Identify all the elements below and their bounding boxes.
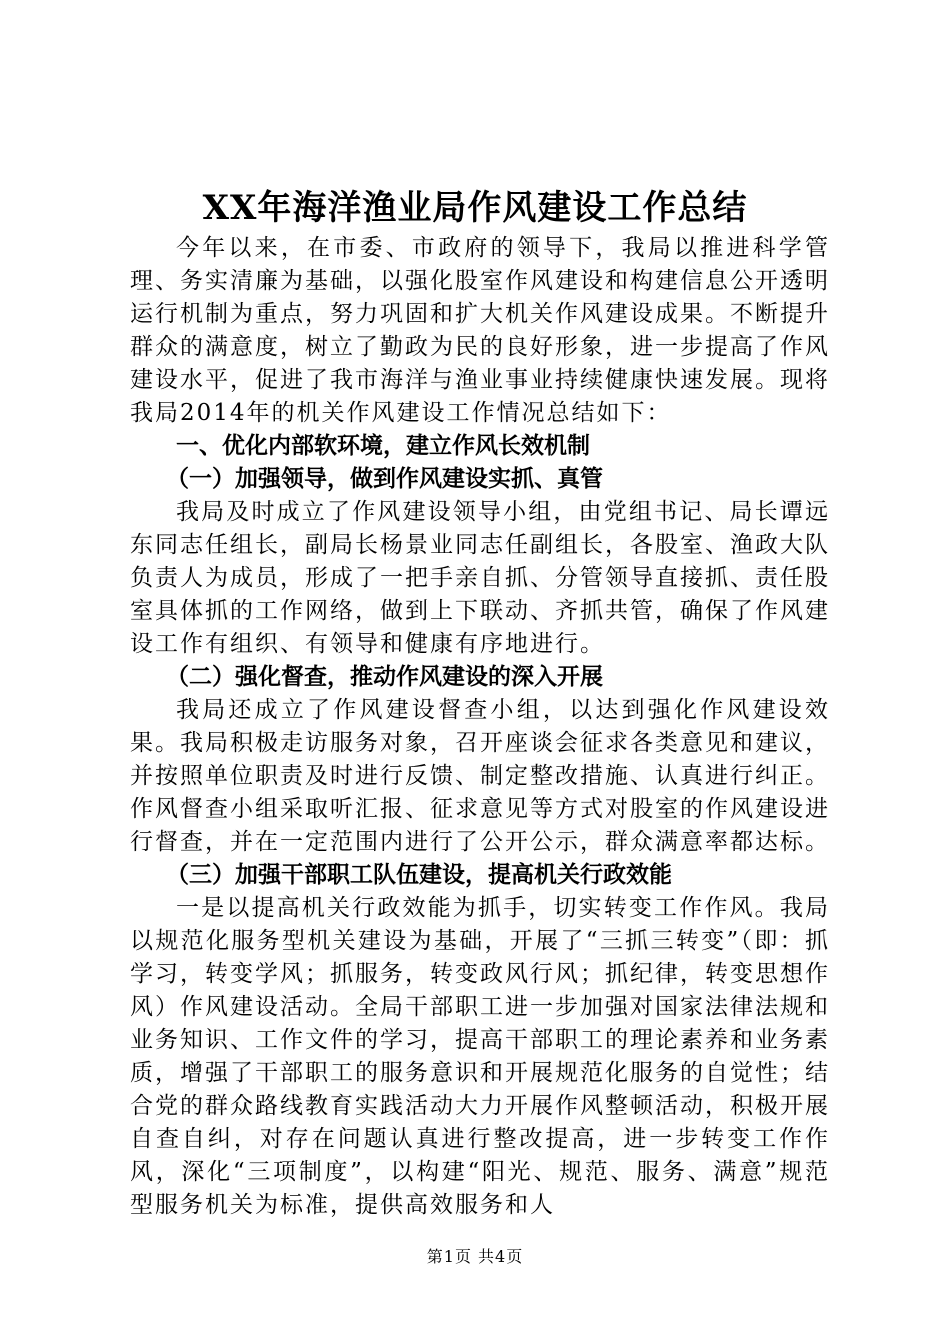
- subsection-heading-1: （一）加强领导，做到作风建设实抓、真管: [166, 466, 603, 492]
- body-paragraph-3: 一是以提高机关行政效能为抓手，切实转变工作作风。我局以规范化服务型机关建设为基础，开展了“三抓三转变”（即：抓学习，转变学风；抓服务，转变政风行风；抓纪律，转变思想作风）作风建设活动。全局干部职工进一步加强对国家法律法规和业务知识、工作文件的学习，提高干部职工的理论素养和业务素质，增强了干部职工的服务意识和开展规范化服务的自觉性；结合党的群众路线教育实践活动大力开展作风整顿活动，积极开展自查自纠，对存在问题认真进行整改提高，进一步转变工作作风，深化“三项制度”，以构建“阳光、规范、服务、满意”规范型服务机关为标准，提供高效服务和人: [130, 895, 830, 1218]
- body-paragraph-1: 我局及时成立了作风建设领导小组，由党组书记、局长谭远东同志任组长，副局长杨景业同志任副组长，各股室、渔政大队负责人为成员，形成了一把手亲自抓、分管领导直接抓、责任股室具体抓的工作网络，做到上下联动、齐抓共管，确保了作风建设工作有组织、有领导和健康有序地进行。: [130, 499, 830, 657]
- intro-paragraph: 今年以来，在市委、市政府的领导下，我局以推进科学管理、务实清廉为基础，以强化股室作风建设和构建信息公开透明运行机制为重点，努力巩固和扩大机关作风建设成果。不断提升群众的满意度，树立了勤政为民的良好形象，进一步提高了作风建设水平，促进了我市海洋与渔业事业持续健康快速发展。现将我局2014年的机关作风建设工作情况总结如下：: [130, 235, 830, 426]
- body-paragraph-2: 我局还成立了作风建设督查小组，以达到强化作风建设效果。我局积极走访服务对象，召开座谈会征求各类意见和建议，并按照单位职责及时进行反馈、制定整改措施、认真进行纠正。作风督查小组采取听汇报、征求意见等方式对股室的作风建设进行督查，并在一定范围内进行了公开公示，群众满意率都达标。: [130, 697, 830, 855]
- page-number-footer: 第1页 共4页: [426, 1247, 524, 1266]
- document-body: [130, 232, 830, 1222]
- section-heading-1: 一、优化内部软环境，建立作风长效机制: [176, 433, 590, 459]
- subsection-heading-3: （三）加强干部职工队伍建设，提高机关行政效能: [166, 862, 672, 888]
- document-title: XX年海洋渔业局作风建设工作总结: [202, 188, 748, 228]
- subsection-heading-2: （二）强化督查，推动作风建设的深入开展: [166, 664, 603, 690]
